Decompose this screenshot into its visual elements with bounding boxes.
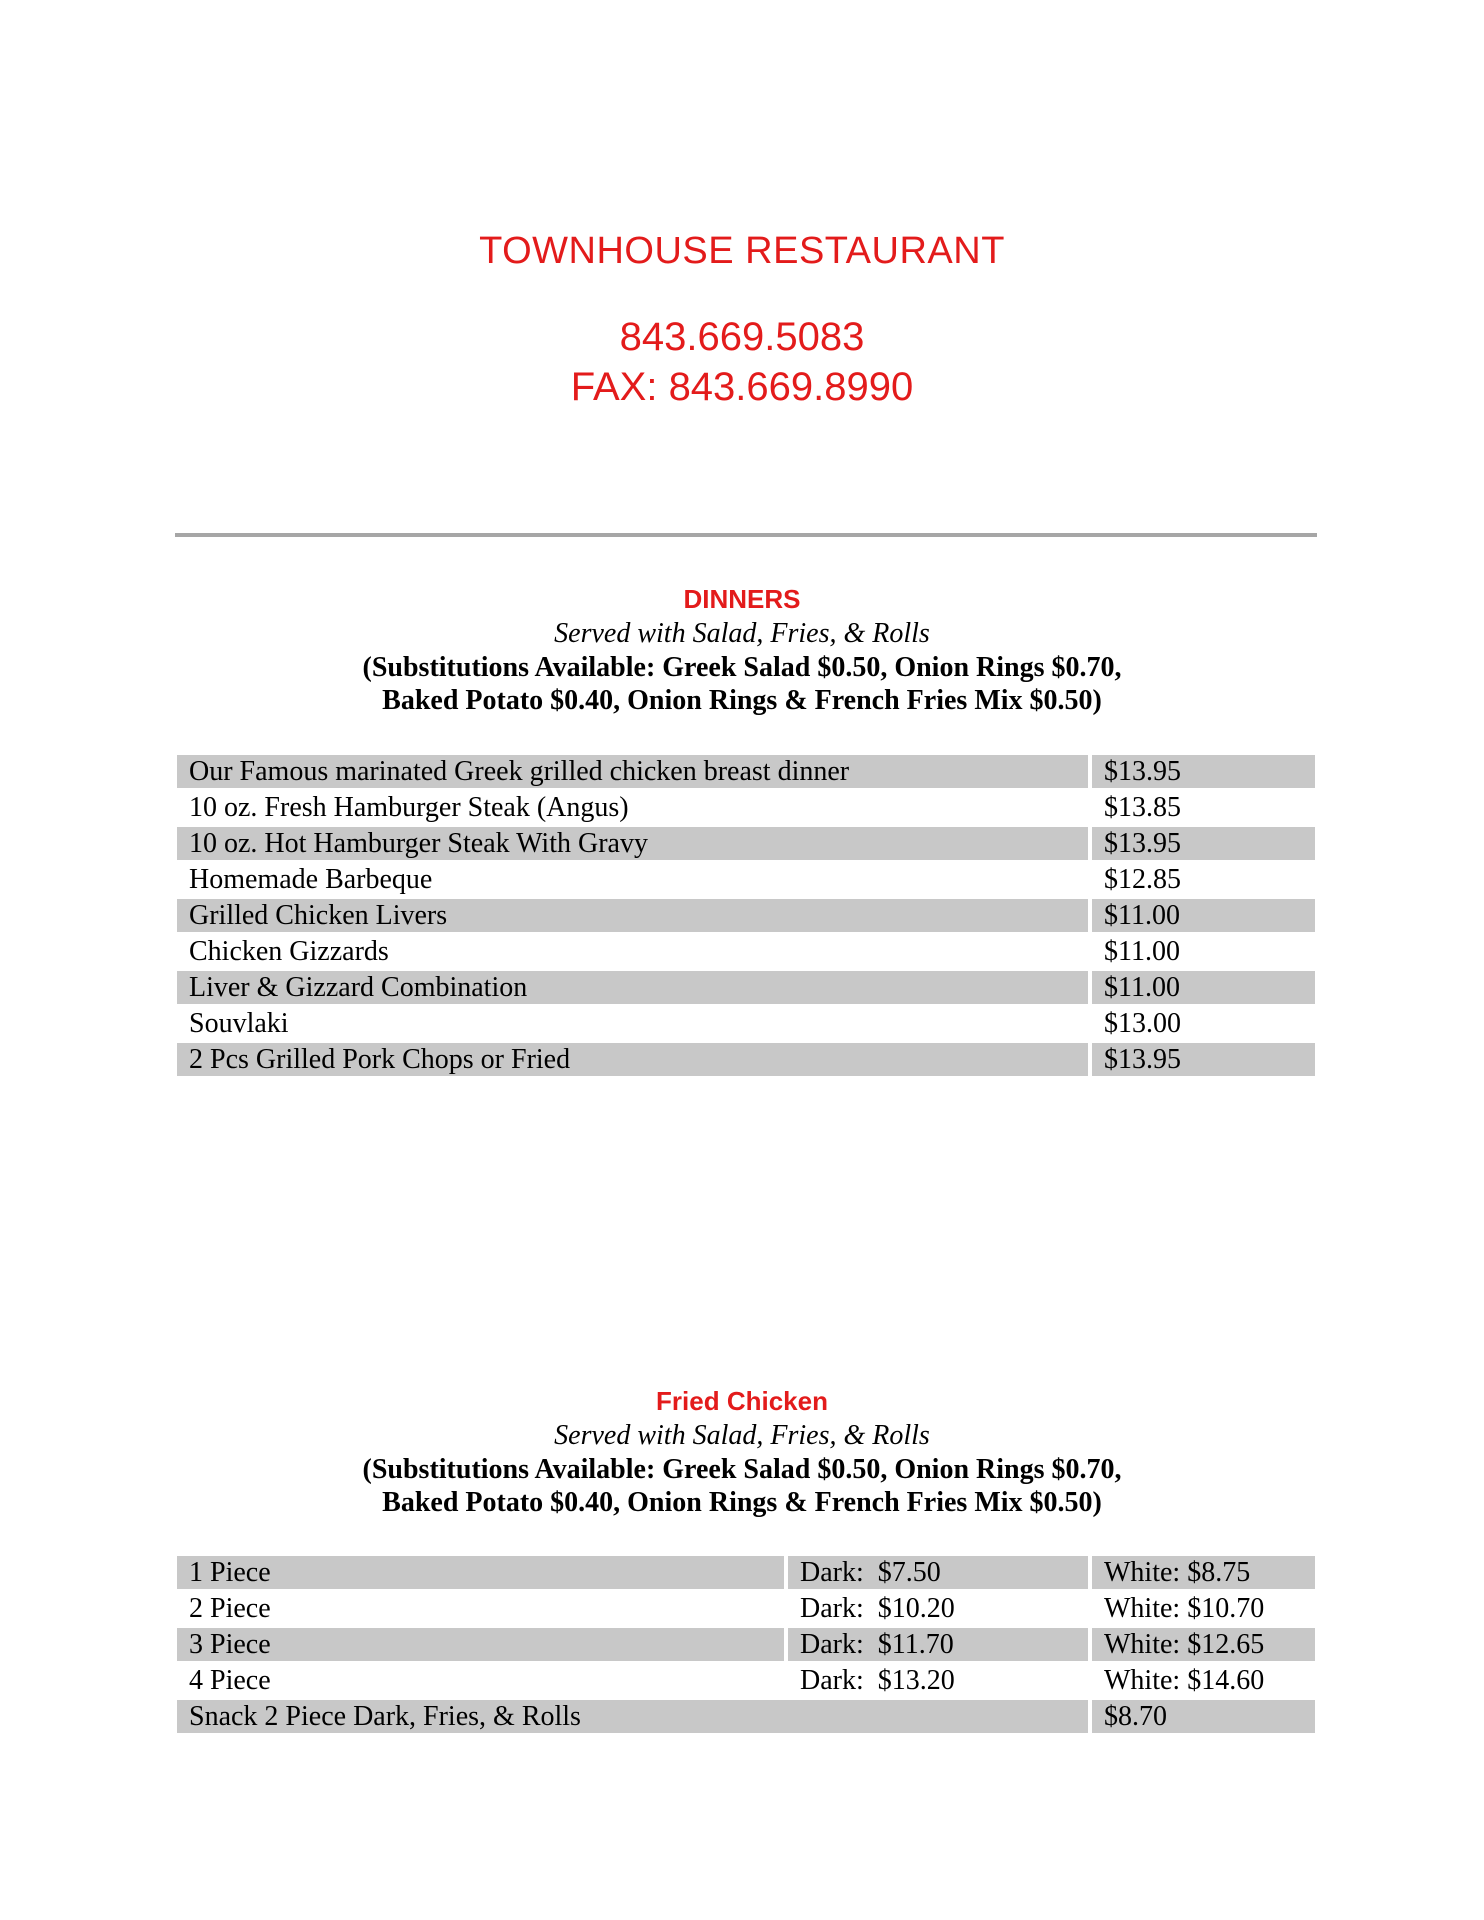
white-price: White: $10.70	[1104, 1593, 1265, 1624]
table-row	[177, 863, 1315, 899]
dark-price: Dark: $13.20	[800, 1665, 955, 1696]
dish-name: Homemade Barbeque	[189, 864, 433, 895]
piece-count: 3 Piece	[189, 1629, 271, 1660]
table-row	[177, 1043, 1315, 1079]
fried-chicken-substitutions-line1: (Substitutions Available: Greek Salad $0.50, Onion Rings $0.70,	[362, 1454, 1122, 1485]
piece-count: 4 Piece	[189, 1665, 271, 1696]
dinners-substitutions-line1: (Substitutions Available: Greek Salad $0.50, Onion Rings $0.70,	[362, 652, 1122, 683]
dish-name: Grilled Chicken Livers	[189, 900, 448, 931]
table-row	[177, 1007, 1315, 1043]
fried-chicken-substitutions-line2: Baked Potato $0.40, Onion Rings & French Fries Mix $0.50)	[382, 1487, 1102, 1518]
dinners-table	[177, 755, 1315, 1079]
dish-price: $11.00	[1104, 900, 1180, 931]
dish-name: 2 Pcs Grilled Pork Chops or Fried	[189, 1044, 571, 1075]
phone-number: 843.669.5083	[619, 315, 865, 359]
header-divider	[175, 533, 1317, 537]
piece-count: 1 Piece	[189, 1557, 271, 1588]
snack-price: $8.70	[1104, 1701, 1167, 1732]
fried-chicken-table	[177, 1556, 1315, 1736]
piece-count: 2 Piece	[189, 1593, 271, 1624]
dish-price: $13.00	[1104, 1008, 1181, 1039]
dish-name: 10 oz. Hot Hamburger Steak With Gravy	[189, 828, 648, 859]
dark-price: Dark: $11.70	[800, 1629, 954, 1660]
table-row	[177, 1556, 1315, 1592]
dinners-title: DINNERS	[683, 584, 801, 614]
white-price: White: $14.60	[1104, 1665, 1265, 1696]
dish-price: $13.95	[1104, 828, 1181, 859]
dinners-subtitle: Served with Salad, Fries, & Rolls	[554, 618, 930, 649]
dish-name: Chicken Gizzards	[189, 936, 389, 967]
table-row	[177, 971, 1315, 1007]
dish-name: Liver & Gizzard Combination	[189, 972, 528, 1003]
table-row	[177, 1628, 1315, 1664]
dish-price: $13.85	[1104, 792, 1181, 823]
table-row	[177, 755, 1315, 791]
table-row	[177, 791, 1315, 827]
table-row	[177, 1664, 1315, 1700]
snack-name: Snack 2 Piece Dark, Fries, & Rolls	[189, 1701, 581, 1732]
table-row	[177, 827, 1315, 863]
dish-price: $11.00	[1104, 936, 1180, 967]
dish-price: $13.95	[1104, 756, 1181, 787]
restaurant-name: TOWNHOUSE RESTAURANT	[479, 230, 1005, 272]
table-row	[177, 899, 1315, 935]
white-price: White: $8.75	[1104, 1557, 1251, 1588]
dish-name: Souvlaki	[189, 1008, 289, 1039]
table-row	[177, 1700, 1315, 1736]
dinners-substitutions-line2: Baked Potato $0.40, Onion Rings & French Fries Mix $0.50)	[382, 685, 1102, 716]
dish-price: $11.00	[1104, 972, 1180, 1003]
dark-price: Dark: $7.50	[800, 1557, 941, 1588]
dark-price: Dark: $10.20	[800, 1593, 955, 1624]
dish-price: $13.95	[1104, 1044, 1181, 1075]
fried-chicken-subtitle: Served with Salad, Fries, & Rolls	[554, 1420, 930, 1451]
table-row	[177, 935, 1315, 971]
dish-name: 10 oz. Fresh Hamburger Steak (Angus)	[189, 792, 629, 823]
dish-price: $12.85	[1104, 864, 1181, 895]
fax-number: FAX: 843.669.8990	[570, 365, 914, 409]
white-price: White: $12.65	[1104, 1629, 1265, 1660]
dish-name: Our Famous marinated Greek grilled chicken breast dinner	[189, 756, 850, 787]
table-row	[177, 1592, 1315, 1628]
fried-chicken-title: Fried Chicken	[656, 1386, 828, 1416]
